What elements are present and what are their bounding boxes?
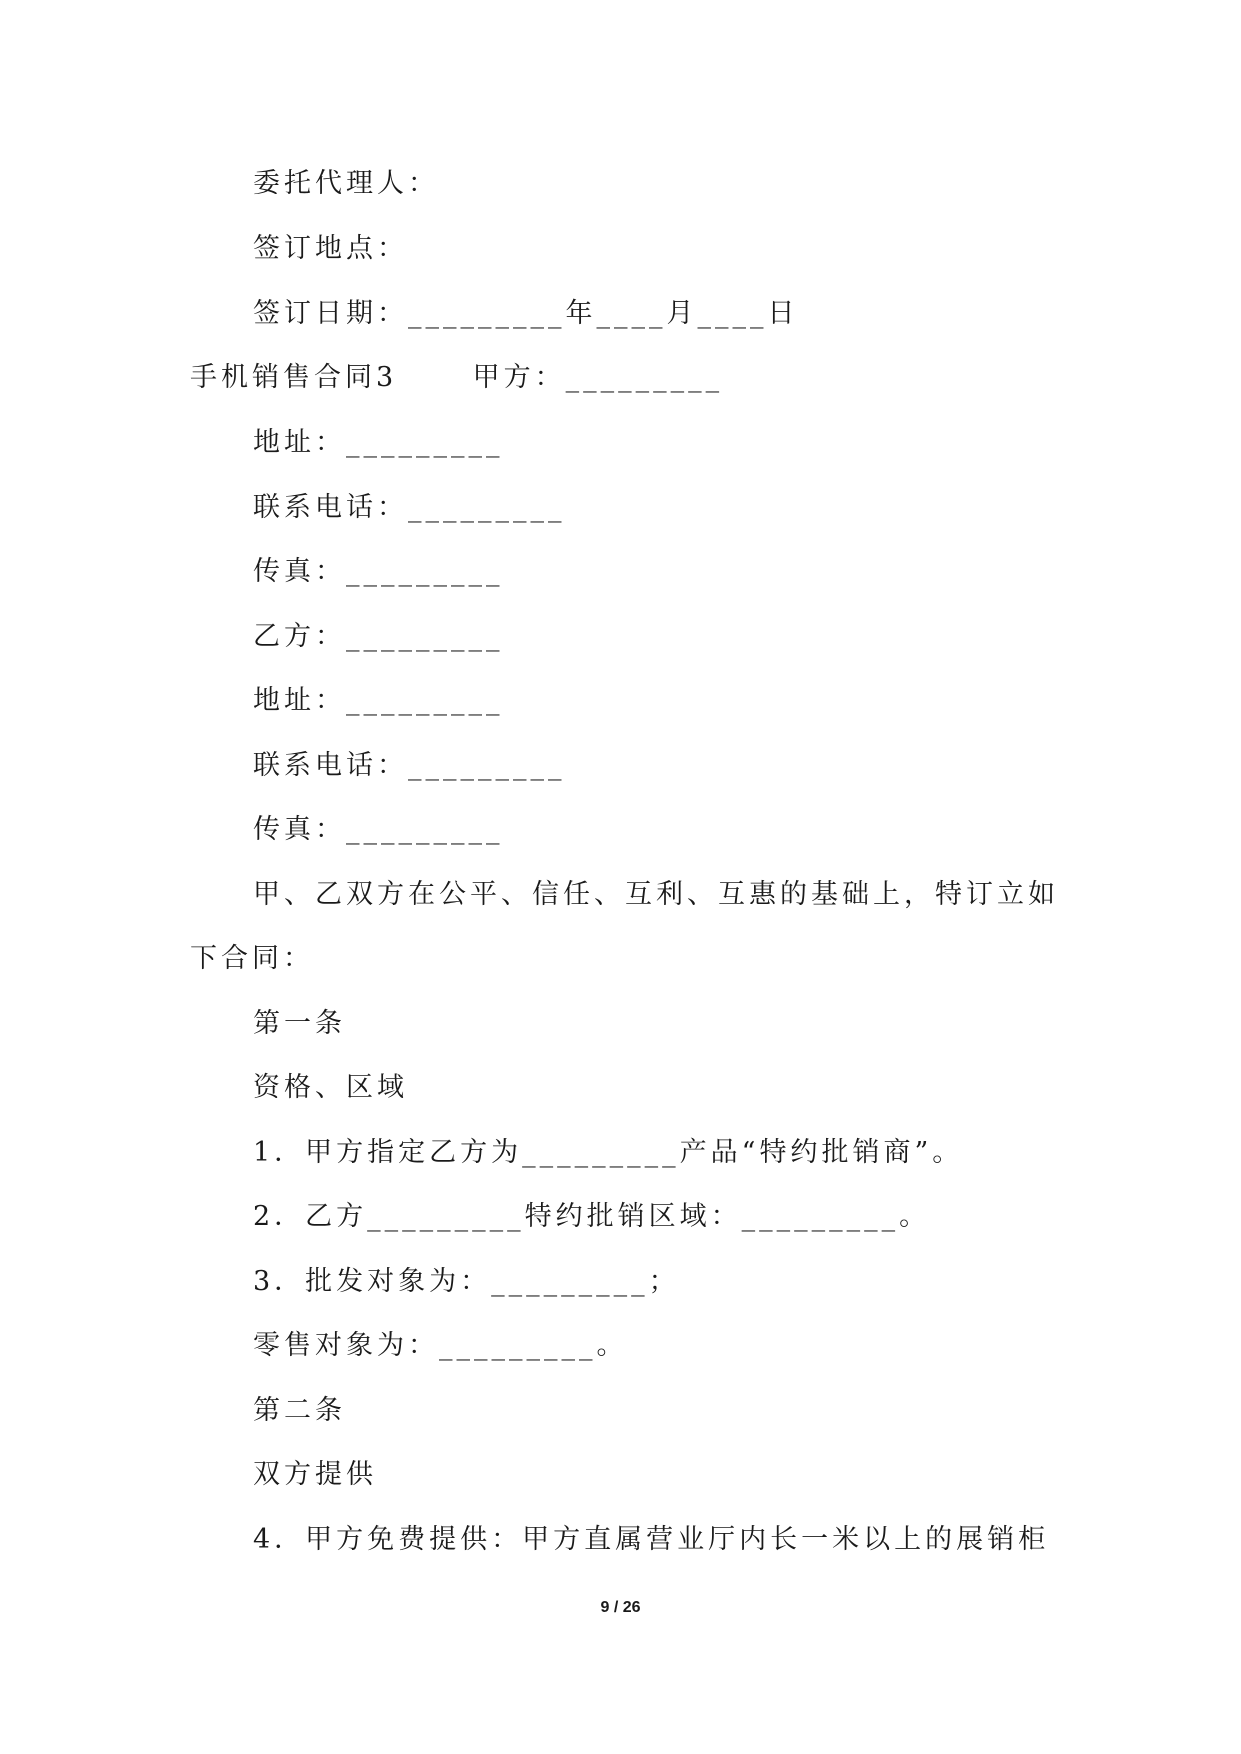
contract-title-party-a-line: 手机销售合同3 甲方：_________ — [190, 362, 724, 393]
page-number: 9 / 26 — [600, 1599, 641, 1616]
party-b-line: 乙方：_________ — [253, 621, 504, 652]
retail-target-line: 零售对象为：_________。 — [253, 1330, 628, 1361]
clause-4: 4．甲方免费提供：甲方直属营业厅内长一米以上的展销柜 — [253, 1524, 1050, 1555]
agent-line: 委托代理人： — [253, 168, 439, 199]
party-b-address-line: 地址：_________ — [253, 685, 504, 716]
clause-1: 1．甲方指定乙方为_________产品“特约批销商”。 — [253, 1137, 964, 1168]
preamble-line-2: 下合同： — [190, 943, 314, 974]
party-a-phone-line: 联系电话：_________ — [253, 492, 566, 523]
signing-date-line: 签订日期：_________年____月____日 — [253, 298, 799, 329]
clause-2: 2．乙方_________特约批销区域：_________。 — [253, 1201, 931, 1232]
party-a-fax-line: 传真：_________ — [253, 556, 504, 587]
article-2-title: 双方提供 — [253, 1459, 377, 1490]
article-1-title: 资格、区域 — [253, 1072, 408, 1103]
party-b-fax-line: 传真：_________ — [253, 814, 504, 845]
clause-3: 3．批发对象为：_________； — [253, 1266, 680, 1297]
party-a-address-line: 地址：_________ — [253, 427, 504, 458]
signing-place-line: 签订地点： — [253, 233, 408, 264]
preamble-line-1: 甲、乙双方在公平、信任、互利、互惠的基础上，特订立如 — [253, 879, 1059, 910]
article-1-heading: 第一条 — [253, 1008, 346, 1039]
party-b-phone-line: 联系电话：_________ — [253, 750, 566, 781]
article-2-heading: 第二条 — [253, 1395, 346, 1426]
